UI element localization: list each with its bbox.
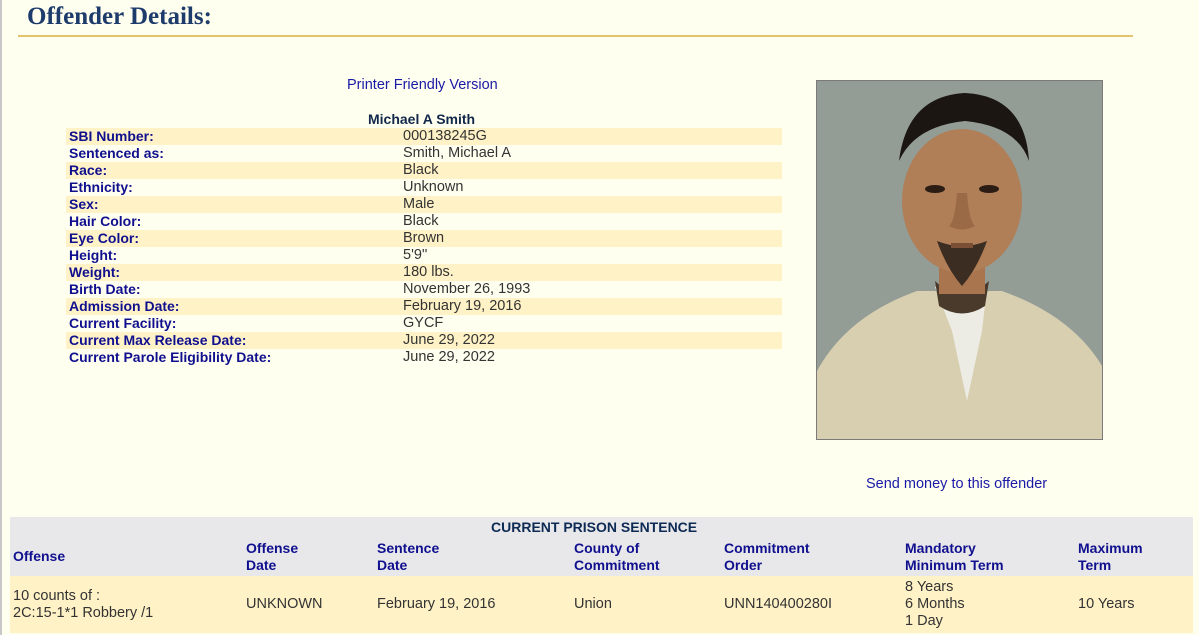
column-header-maximum-term: Maximum Term	[1078, 537, 1193, 576]
cell-mandatory-minimum: 8 Years 6 Months 1 Day	[905, 576, 1078, 633]
cell-sentence-date: February 19, 2016	[377, 576, 574, 633]
cell-offense: 10 counts of : 2C:15-1*1 Robbery /1	[10, 576, 246, 633]
send-money-link[interactable]: Send money to this offender	[866, 476, 1048, 492]
detail-label: Current Facility:	[69, 315, 177, 331]
column-header-sentence-date: Sentence Date	[377, 537, 574, 576]
detail-row-birth-date	[66, 281, 782, 298]
detail-value: 000138245G	[403, 128, 487, 144]
detail-label: Admission Date:	[69, 298, 180, 314]
detail-row-current-facility	[66, 315, 782, 332]
detail-label: Current Max Release Date:	[69, 332, 247, 348]
detail-label: Height:	[69, 247, 118, 263]
detail-label: Current Parole Eligibility Date:	[69, 349, 272, 365]
offender-photo	[816, 80, 1103, 440]
current-prison-sentence-table	[10, 517, 1193, 633]
detail-value: November 26, 1993	[403, 281, 531, 297]
cell-offense-date: UNKNOWN	[246, 576, 377, 633]
detail-row-sbi-number	[66, 128, 782, 145]
detail-row-sentenced-as	[66, 145, 782, 162]
detail-row-parole-eligibility-date	[66, 349, 782, 366]
table-caption-row	[10, 517, 1193, 537]
detail-value: June 29, 2022	[403, 349, 495, 365]
offender-details-list	[66, 128, 782, 366]
column-header-offense: Offense	[10, 537, 246, 576]
detail-row-race	[66, 162, 782, 179]
detail-label: Sentenced as:	[69, 145, 164, 161]
detail-label: SBI Number:	[69, 128, 154, 144]
column-header-commitment-order: Commitment Order	[724, 537, 905, 576]
detail-value: Unknown	[403, 179, 464, 195]
detail-row-max-release-date	[66, 332, 782, 349]
detail-row-sex	[66, 196, 782, 213]
cell-maximum-term: 10 Years	[1078, 576, 1193, 633]
detail-row-ethnicity	[66, 179, 782, 196]
table-row	[10, 576, 1193, 633]
detail-row-eye-color	[66, 230, 782, 247]
detail-row-admission-date	[66, 298, 782, 315]
detail-label: Eye Color:	[69, 230, 140, 246]
detail-value: February 19, 2016	[403, 298, 522, 314]
detail-value: Brown	[403, 230, 445, 246]
table-caption: CURRENT PRISON SENTENCE	[10, 517, 1193, 537]
detail-row-height	[66, 247, 782, 264]
offender-name: Michael A Smith	[368, 111, 476, 127]
detail-row-weight	[66, 264, 782, 281]
detail-label: Sex:	[69, 196, 99, 212]
detail-value: Black	[403, 213, 439, 229]
detail-row-hair-color	[66, 213, 782, 230]
detail-value: Male	[403, 196, 435, 212]
column-header-mandatory-minimum: Mandatory Minimum Term	[905, 537, 1078, 576]
printer-friendly-link[interactable]: Printer Friendly Version	[347, 77, 498, 93]
left-border	[0, 0, 2, 635]
detail-value: Black	[403, 162, 439, 178]
page-title: Offender Details:	[27, 3, 212, 30]
detail-label: Birth Date:	[69, 281, 141, 297]
detail-value: June 29, 2022	[403, 332, 495, 348]
detail-label: Hair Color:	[69, 213, 142, 229]
detail-value: Smith, Michael A	[403, 145, 511, 161]
detail-value: GYCF	[403, 315, 444, 331]
cell-commitment-order: UNN140400280I	[724, 576, 905, 633]
offender-photo-illustration	[817, 81, 1102, 439]
cell-county: Union	[574, 576, 724, 633]
column-header-county: County of Commitment	[574, 537, 724, 576]
detail-label: Ethnicity:	[69, 179, 133, 195]
detail-value: 5'9''	[403, 247, 428, 263]
table-header-row	[10, 537, 1193, 576]
detail-label: Race:	[69, 162, 108, 178]
detail-label: Weight:	[69, 264, 121, 280]
title-divider	[18, 35, 1133, 37]
column-header-offense-date: Offense Date	[246, 537, 377, 576]
detail-value: 180 lbs.	[403, 264, 454, 280]
